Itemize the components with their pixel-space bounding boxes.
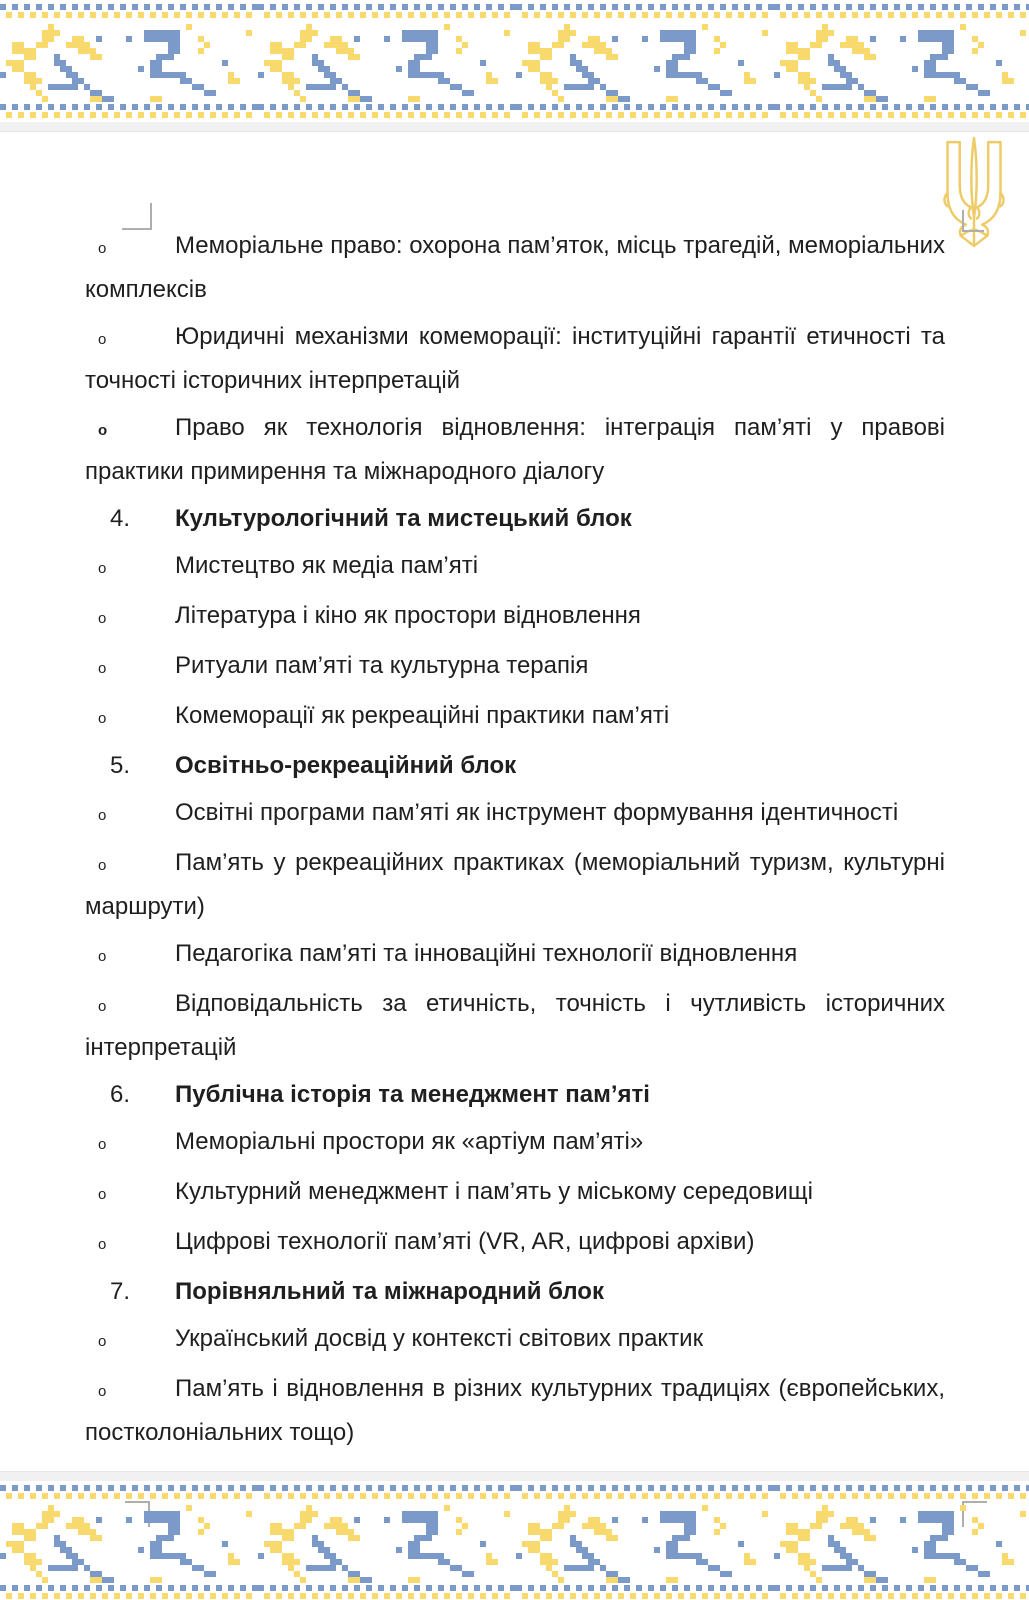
- bullet-marker: o: [98, 1186, 107, 1203]
- bullet-marker: o: [98, 1333, 107, 1350]
- page-edge-band-bottom: [0, 1471, 1029, 1481]
- list-item-text: Мистецтво як медіа пам’яті: [175, 552, 479, 579]
- list-item-text: Комеморації як рекреаційні практики пам’яті: [175, 702, 670, 729]
- bullet-marker: o: [98, 660, 107, 677]
- bullet-marker: o: [98, 331, 107, 348]
- bullet-marker: o: [98, 422, 108, 439]
- heading-number: 7.: [110, 1278, 131, 1305]
- bullet-marker: o: [98, 560, 107, 577]
- list-item: [85, 792, 945, 836]
- heading-text: Культурологічний та мистецький блок: [175, 505, 632, 532]
- bullet-marker: o: [98, 998, 107, 1015]
- section-heading: [85, 745, 945, 786]
- list-item-text: Культурний менеджмент і пам’ять у міському середовищі: [175, 1178, 813, 1205]
- heading-text: Порівняльний та міжнародний блок: [175, 1278, 604, 1305]
- heading-text: Освітньо-рекреаційний блок: [175, 752, 517, 779]
- bullet-marker: o: [98, 948, 107, 965]
- list-item: [85, 1171, 945, 1215]
- list-item: [85, 545, 945, 589]
- list-item-text: Право як технологія відновлення: інтеграція пам’яті у правові практики примирення та міжнародного діалогу: [85, 414, 945, 485]
- section-heading: [85, 498, 945, 539]
- section-heading: [85, 1074, 945, 1115]
- list-item: [85, 1221, 945, 1265]
- bullet-marker: o: [98, 240, 107, 257]
- heading-number: 4.: [110, 505, 131, 532]
- list-item-text: Педагогіка пам’яті та інноваційні технології відновлення: [175, 940, 798, 967]
- list-item-text: Пам’ять у рекреаційних практиках (меморіальний туризм, культурні маршрути): [85, 849, 945, 920]
- list-item-text: Ритуали пам’яті та культурна терапія: [175, 652, 589, 679]
- bullet-marker: o: [98, 807, 107, 824]
- list-item: [85, 695, 945, 739]
- bullet-marker: o: [98, 1383, 107, 1400]
- list-item-text: Український досвід у контексті світових практик: [175, 1325, 704, 1352]
- list-item: [85, 316, 945, 401]
- list-item-text: Освітні програми пам’яті як інструмент формування ідентичності: [175, 799, 899, 826]
- list-item-text: Література і кіно як простори відновлення: [175, 602, 641, 629]
- bullet-marker: o: [98, 857, 107, 874]
- list-item: [85, 1368, 945, 1453]
- bullet-marker: o: [98, 610, 107, 627]
- heading-number: 5.: [110, 752, 131, 779]
- heading-number: 6.: [110, 1081, 131, 1108]
- list-item: [85, 407, 945, 492]
- bullet-marker: o: [98, 1236, 107, 1253]
- list-item: [85, 842, 945, 927]
- list-item-text: Цифрові технології пам’яті (VR, AR, цифрові архіви): [175, 1228, 755, 1255]
- list-item: [85, 1121, 945, 1165]
- list-item: [85, 1318, 945, 1362]
- list-item-text: Меморіальні простори як «артіум пам’яті»: [175, 1128, 644, 1155]
- list-item-text: Юридичні механізми комеморації: інституційні гарантії етичності та точності історичних інтерпретацій: [85, 323, 945, 394]
- list-item: [85, 595, 945, 639]
- list-item-text: Пам’ять і відновлення в різних культурних традиціях (європейських, постколоніальних тощо): [85, 1375, 945, 1446]
- list-item-text: Меморіальне право: охорона пам’яток, місць трагедій, меморіальних комплексів: [85, 232, 945, 303]
- list-item: [85, 933, 945, 977]
- bullet-marker: o: [98, 1136, 107, 1153]
- heading-text: Публічна історія та менеджмент пам’яті: [175, 1081, 650, 1108]
- list-item: [85, 983, 945, 1068]
- list-item: [85, 225, 945, 310]
- list-item-text: Відповідальність за етичність, точність і чутливість історичних інтерпретацій: [85, 990, 945, 1061]
- vyshyvanka-border-top-icon: [0, 0, 1029, 122]
- vyshyvanka-border-bottom-icon: [0, 1481, 1029, 1600]
- section-heading: [85, 1271, 945, 1312]
- bullet-marker: o: [98, 710, 107, 727]
- list-item: [85, 645, 945, 689]
- document-outline-list: [0, 131, 1029, 1459]
